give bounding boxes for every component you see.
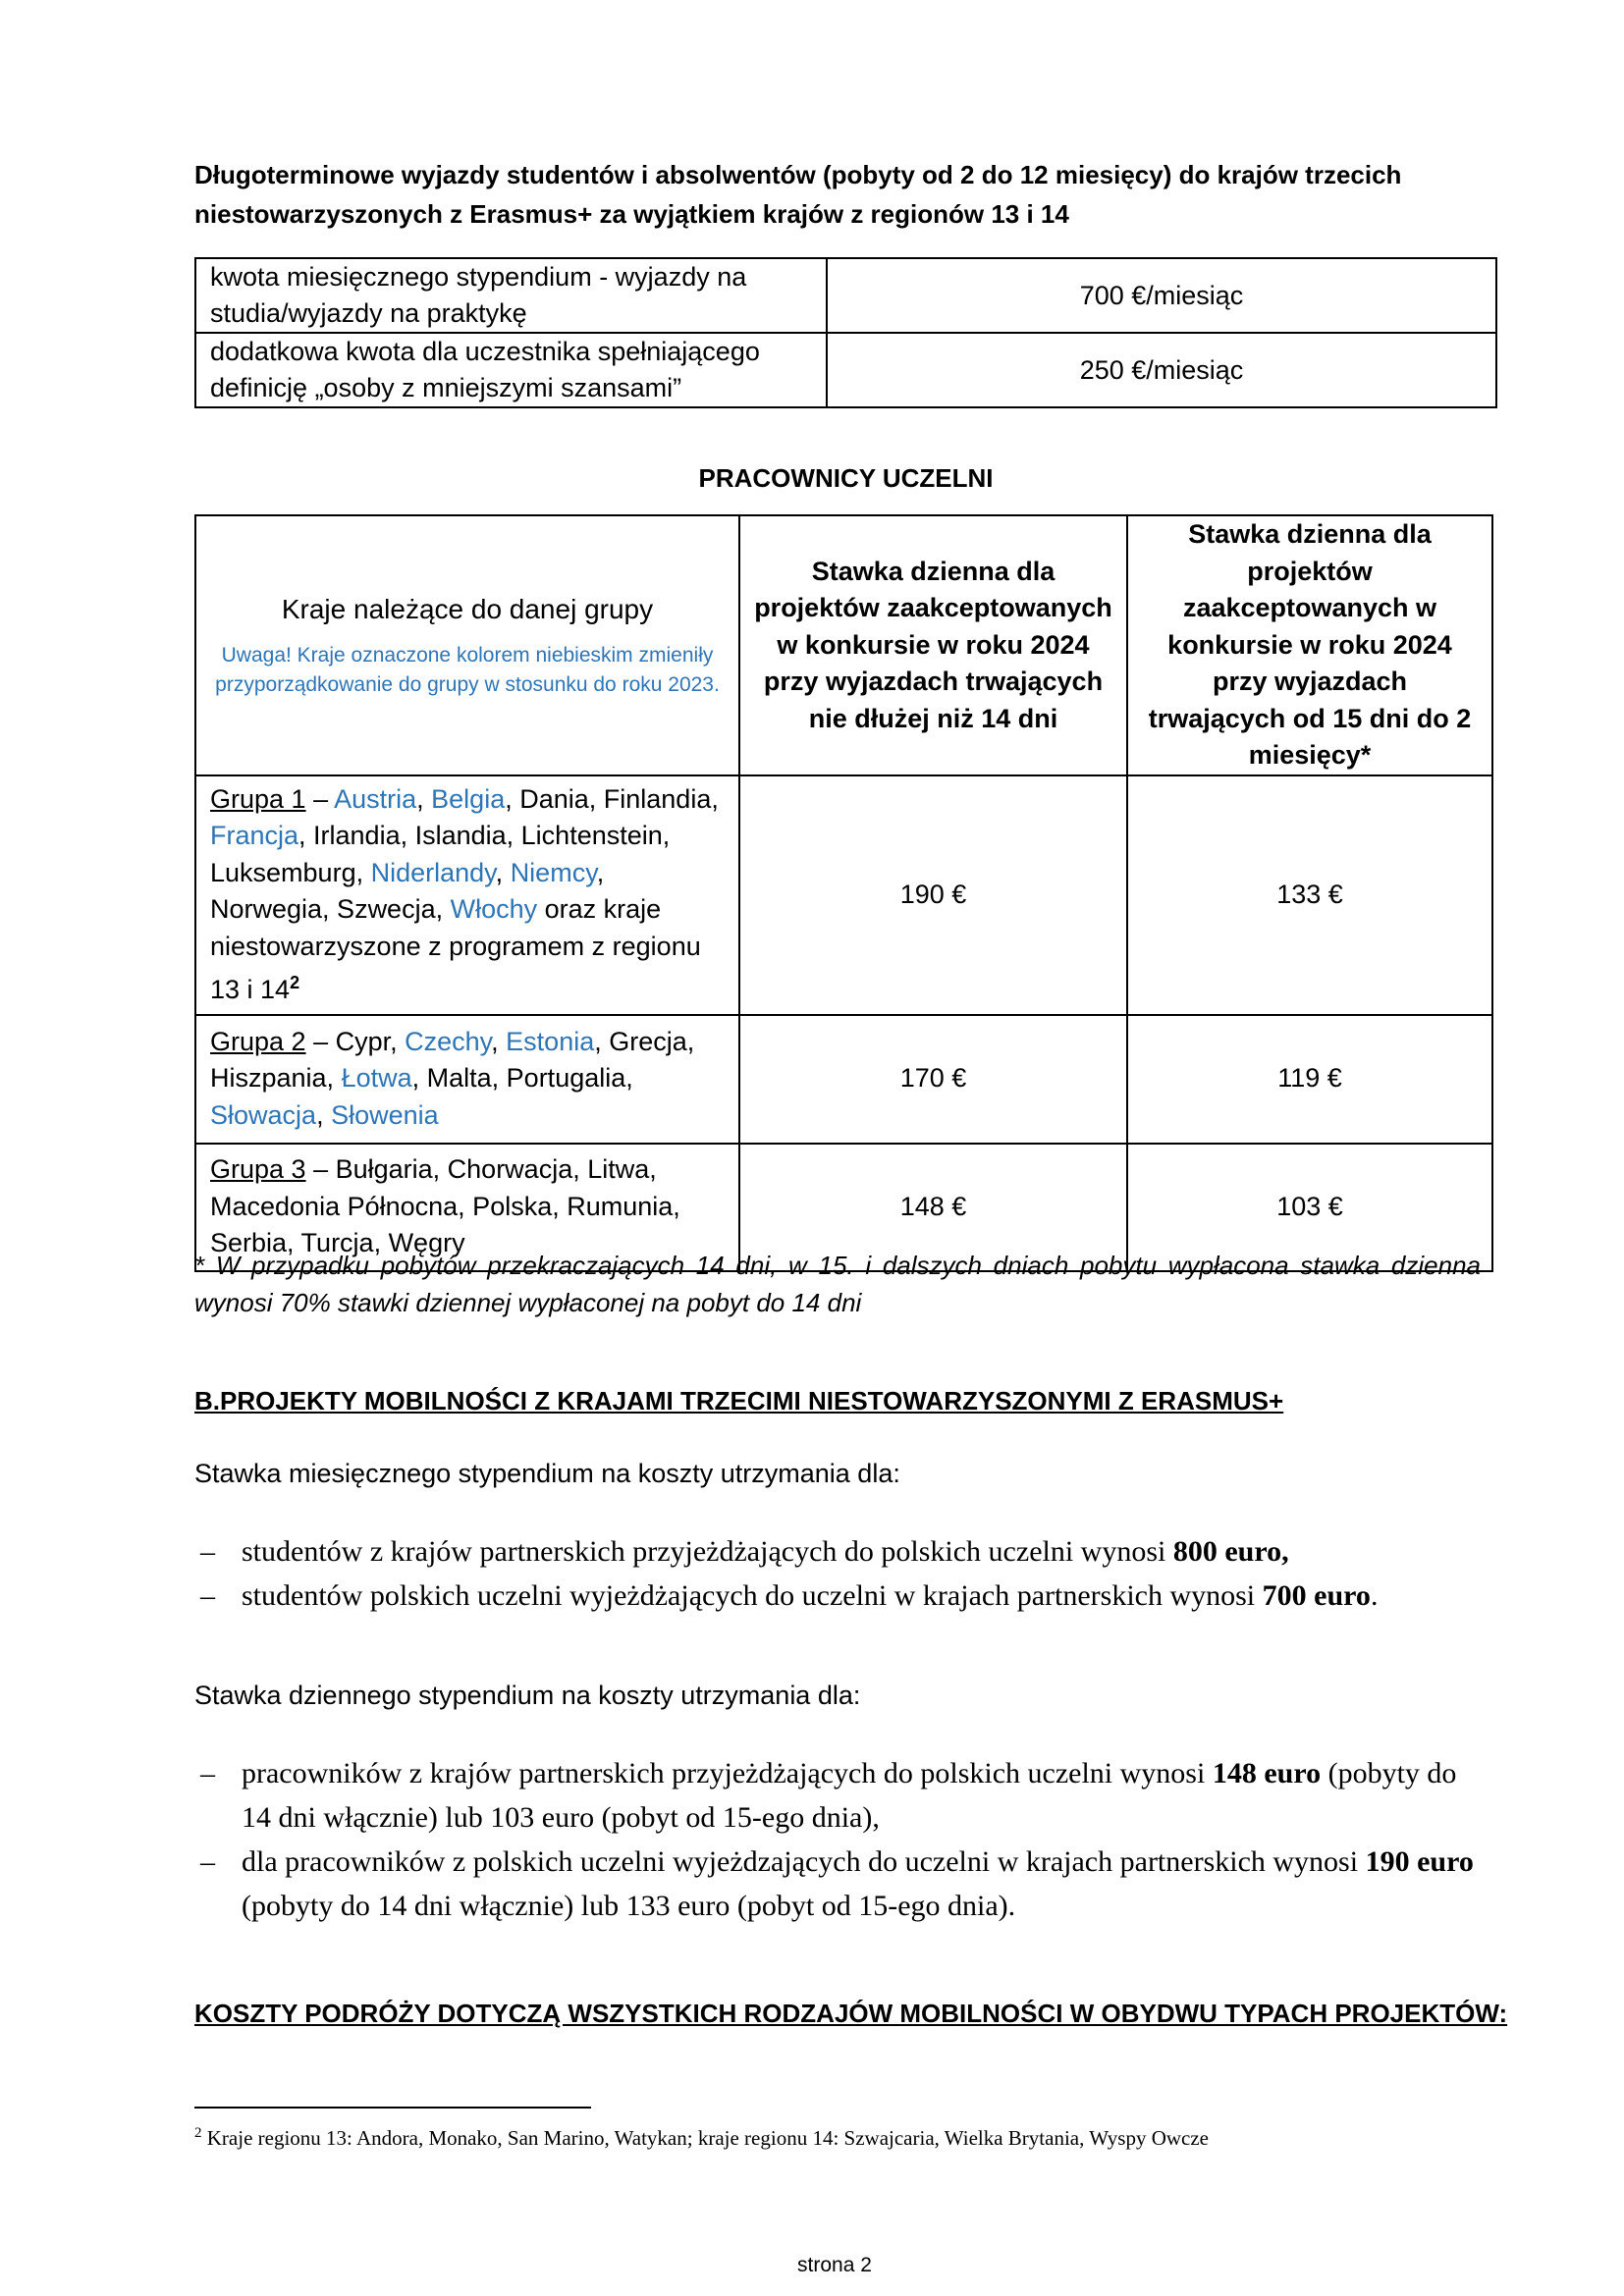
country-changed: Czechy (405, 1026, 492, 1056)
country-text: , (491, 1026, 507, 1056)
rate-long: 133 € (1127, 775, 1492, 1015)
countries-header: Kraje należące do danej grupy (281, 593, 654, 624)
country-changed: Niemcy (510, 857, 597, 887)
dash-bullet: – (200, 1535, 215, 1568)
country-text: Bułgaria, Chorwacja, Litwa, Macedonia Północna, Polska, Rumunia, Serbia, Turcja, Węgry (210, 1154, 680, 1258)
country-changed: Austria (334, 783, 417, 814)
item-text: studentów polskich uczelni wyjeżdżających do uczelni w krajach partnerskich wynosi (242, 1579, 1263, 1612)
list-item (196, 1840, 1492, 1928)
rate-value: 700 €/miesiąc (827, 258, 1496, 333)
table-header-row (195, 515, 1492, 775)
monthly-intro: Stawka miesięcznego stypendium na koszty utrzymania dla: (194, 1459, 900, 1488)
group-name: Grupa 1 (210, 783, 306, 814)
country-text: , (495, 857, 511, 887)
short-stay-header: Stawka dzienna dla projektów zaakceptowanych w konkursie w roku 2024 przy wyjazdach trwających nie dłużej niż 14 dni (739, 515, 1127, 775)
country-changed: Belgia (431, 783, 506, 814)
country-text: , Dania, Finlandia, (505, 783, 719, 814)
group-cell (195, 1015, 739, 1144)
country-text: , (416, 783, 432, 814)
dash-bullet: – (200, 1579, 215, 1612)
countries-header-cell (195, 515, 739, 775)
footnote-text: Kraje regionu 13: Andora, Monako, San Marino, Watykan; kraje regionu 14: Szwajcaria, Wielka Brytania, Wyspy Owcze (201, 2126, 1210, 2150)
student-rates-table (194, 257, 1497, 408)
group-dash: – (305, 783, 335, 814)
dash-bullet: – (200, 1757, 215, 1789)
country-text: , Norwegia, Szwecja, (210, 857, 605, 924)
country-text: , (316, 1099, 332, 1130)
daily-list (196, 1751, 1492, 1928)
country-text: , Irlandia, Islandia, Lichtenstein, Luksemburg, (210, 821, 671, 887)
staff-rates-table (194, 514, 1493, 1272)
group-countries (210, 784, 719, 1005)
travel-heading-text: KOSZTY PODRÓŻY DOTYCZĄ WSZYSTKICH RODZAJÓW MOBILNOŚCI W OBYDWU TYPACH PROJEKTÓW (194, 1999, 1499, 2028)
travel-heading (194, 1999, 1507, 2029)
page-number: strona 2 (797, 2254, 872, 2276)
footnote-mark: 2 (194, 2125, 202, 2141)
star-footnote: * W przypadku pobytów przekraczających 14 dni, w 15. i dalszych dniach pobytu wypłacona stawka dzienna wynosi 70% stawki dziennej wypłaconej na pobyt do 14 dni (194, 1251, 1481, 1317)
country-changed: Estonia (506, 1026, 595, 1056)
rate-long: 119 € (1127, 1015, 1492, 1144)
list-item (196, 1529, 1492, 1574)
amount-text: 700 euro (1262, 1579, 1371, 1612)
amount-text: 190 euro (1365, 1845, 1474, 1878)
table-row (195, 258, 1496, 333)
section-heading: Długoterminowe wyjazdy studentów i absolwentów (pobyty od 2 do 12 miesięcy) do krajów trzecich niestowarzyszonych z Erasmus+ za wyjątkiem krajów z regionów 13 i 14 (194, 160, 1402, 229)
item-text: (pobyty do 14 dni włącznie) lub 133 euro (pobyt od 15-ego dnia). (242, 1890, 1016, 1922)
rate-short: 148 € (739, 1144, 1127, 1271)
list-item (196, 1574, 1492, 1618)
table-row (195, 1015, 1492, 1144)
country-text: oraz kraje niestowarzyszone z programem z regionu 13 i 14 (210, 894, 701, 1004)
rate-short: 170 € (739, 1015, 1127, 1144)
rate-value: 250 €/miesiąc (827, 333, 1496, 407)
footnote (194, 2118, 1209, 2153)
item-text: . (1370, 1579, 1379, 1612)
group-cell (195, 775, 739, 1015)
country-text: , Malta, Portugalia, (411, 1063, 633, 1094)
country-changed: Łotwa (341, 1063, 412, 1094)
rate-label: dodatkowa kwota dla uczestnika spełniającego definicję „osoby z mniejszymi szansami” (195, 333, 827, 407)
rate-long: 103 € (1127, 1144, 1492, 1271)
staff-title: PRACOWNICY UCZELNI (698, 463, 994, 493)
amount-text: 148 euro (1212, 1757, 1322, 1789)
rate-label: kwota miesięcznego stypendium - wyjazdy na studia/wyjazdy na praktykę (195, 258, 827, 333)
table-row (195, 775, 1492, 1015)
item-text: pracowników z krajów partnerskich przyjeżdżających do polskich uczelni wynosi (242, 1757, 1213, 1789)
country-changed: Słowacja (210, 1099, 317, 1130)
amount-text: 800 euro, (1172, 1535, 1289, 1568)
dash-bullet: – (200, 1845, 215, 1878)
color-note: Uwaga! Kraje oznaczone kolorem niebieskim zmieniły przyporządkowanie do grupy w stosunku do roku 2023. (215, 644, 720, 696)
country-text: , Grecja, Hiszpania, (210, 1026, 695, 1094)
country-changed: Niderlandy (370, 857, 496, 887)
daily-intro: Stawka dziennego stypendium na koszty utrzymania dla: (194, 1681, 861, 1710)
country-changed: Słowenia (331, 1099, 439, 1130)
footnote-separator (194, 2107, 591, 2109)
long-stay-header: Stawka dzienna dla projektów zaakceptowanych w konkursie w roku 2024 przy wyjazdach trwających od 15 dni do 2 miesięcy* (1127, 515, 1492, 775)
item-text: studentów z krajów partnerskich przyjeżdżających do polskich uczelni wynosi (242, 1535, 1173, 1568)
rate-short: 190 € (739, 775, 1127, 1015)
list-item (196, 1751, 1492, 1840)
section-b-title: B.PROJEKTY MOBILNOŚCI Z KRAJAMI TRZECIMI NIESTOWARZYSZONYMI Z ERASMUS+ (194, 1386, 1284, 1415)
group-name: Grupa 3 (210, 1154, 306, 1185)
table-row (195, 333, 1496, 407)
monthly-list (196, 1529, 1492, 1618)
country-text: Cypr, (335, 1026, 406, 1056)
item-text: dla pracowników z polskich uczelni wyjeżdzających do uczelni w krajach partnerskich wynosi (242, 1845, 1366, 1878)
item-text: (pobyty do 14 dni włącznie) lub 103 euro (pobyt od 15-ego dnia), (242, 1757, 1457, 1834)
group-dash: – (305, 1026, 336, 1056)
footnote-ref: 2 (290, 973, 300, 992)
country-changed: Francja (210, 821, 299, 850)
group-dash: – (305, 1154, 336, 1185)
travel-heading-colon: : (1498, 1999, 1508, 2028)
group-name: Grupa 2 (210, 1026, 306, 1056)
country-changed: Włochy (450, 894, 538, 924)
